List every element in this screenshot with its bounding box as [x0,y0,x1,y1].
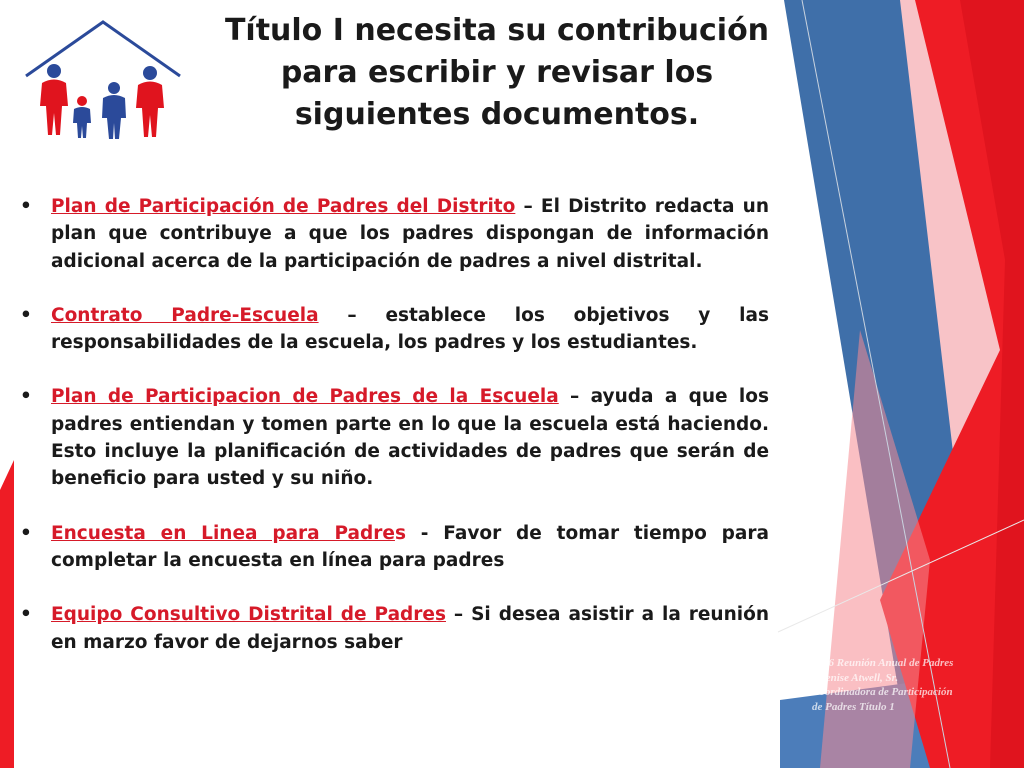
footer-line-2: / Denise Atwell, Sr. [812,671,899,684]
link-online-survey[interactable]: Encuesta en Linea para Padre [51,522,395,544]
list-item-school-compact [20,302,769,357]
bullet: • [20,522,32,544]
footer-line-3: Coordinadora de Participación [812,686,953,698]
footer-credit [812,656,1002,714]
link-school-plan[interactable]: Plan de Participacion de Padres de la Escuela [51,386,559,408]
bullet: • [20,386,32,408]
link-online-survey-tail[interactable]: s [394,522,406,544]
bullet: • [20,196,32,217]
link-district-plan[interactable]: Plan de Participación de Padres del Distrito [51,196,516,217]
item-text: – ayuda a que los padres entiendan y tomen parte en lo que la escuela está haciendo. Esto incluye la planificación de actividades de padres que serán de beneficio para usted y su niño. [51,386,769,490]
family-house-icon [18,18,188,143]
link-school-compact[interactable]: Contrato Padre-Escuela [51,304,319,326]
item-text: - Favor de tomar tiempo para completar la encuesta en línea para padres [51,522,770,571]
slide-title: Título I necesita su contribución para escribir y revisar los siguientes documentos. [224,13,770,132]
item-text: – Si desea asistir a la reunión en marzo favor de dejarnos saber [51,604,769,653]
bullet: • [20,604,32,626]
footer-line-4: de Padres Título 1 [812,700,895,713]
left-red-strip [0,460,14,768]
bullet: • [20,304,32,326]
document-list [20,193,769,683]
link-advisory-team[interactable]: Equipo Consultivo Distrital de Padres [51,604,446,626]
item-text: – El Distrito redacta un plan que contribuye a que los padres dispongan de información adicional acerca de la participación de padres a nivel distrital. [51,196,769,272]
list-item-advisory-team [20,601,769,656]
list-item-school-plan [20,383,769,492]
list-item-district-plan [20,193,769,275]
list-item-online-survey [20,520,769,575]
item-text: – establece los objetivos y las responsabilidades de la escuela, los padres y los estudiantes. [51,304,769,354]
footer-line-1: 2016 Reunión Anual de Padres [812,657,954,669]
